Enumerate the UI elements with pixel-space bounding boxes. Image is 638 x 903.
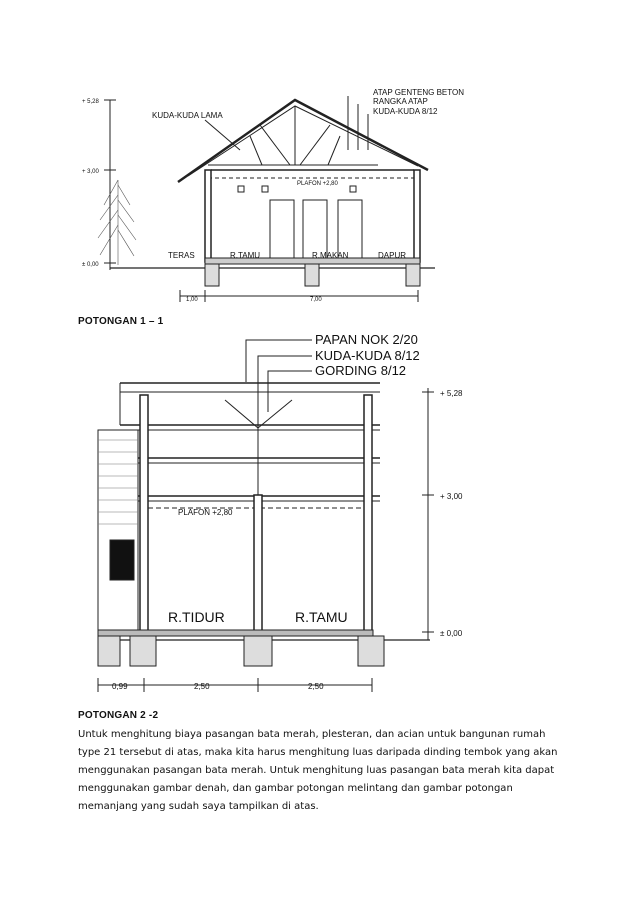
- label-dapur: DAPUR: [378, 251, 407, 260]
- level-base-2: ± 0,00: [440, 629, 463, 638]
- section-2-labels: [112, 332, 463, 691]
- tree-sketch: [98, 180, 136, 265]
- caption-potongan-2: POTONGAN 2 -2: [78, 710, 159, 721]
- section-1-drawing: [98, 96, 435, 302]
- dim-1-1: 1,00: [186, 297, 198, 303]
- section-2-drawing: [98, 340, 434, 692]
- label-tamu-1: R.TAMU: [230, 251, 261, 260]
- label-makan: R.MAKAN: [312, 251, 349, 260]
- dim-2-2: 2,50: [194, 682, 210, 691]
- label-plafon-2: PLAFON +2,80: [178, 508, 233, 517]
- label-kuda-lama: KUDA-KUDA LAMA: [152, 111, 223, 120]
- level-base-1: ± 0,00: [82, 262, 99, 268]
- level-mid-1: + 3,00: [82, 169, 99, 175]
- label-gording: GORDING 8/12: [315, 363, 407, 378]
- label-kuda-2: KUDA-KUDA 8/12: [315, 348, 420, 363]
- label-tamu-2: R.TAMU: [295, 609, 348, 625]
- level-top-2: + 5,28: [440, 389, 463, 398]
- caption-potongan-1: POTONGAN 1 – 1: [78, 316, 164, 327]
- label-rangka: RANGKA ATAP: [373, 97, 428, 106]
- level-mid-2: + 3,00: [440, 492, 463, 501]
- label-nok: PAPAN NOK 2/20: [315, 332, 418, 347]
- dim-2-3: 2,50: [308, 682, 324, 691]
- label-tidur: R.TIDUR: [168, 609, 225, 625]
- label-kuda: KUDA-KUDA 8/12: [373, 107, 438, 116]
- label-plafon-1: PLAFON +2,80: [297, 181, 338, 187]
- dim-1-2: 7,00: [310, 297, 322, 303]
- label-atap: ATAP GENTENG BETON: [373, 88, 464, 97]
- level-top-1: + 5,28: [82, 99, 99, 105]
- label-teras: TERAS: [168, 251, 195, 260]
- body-paragraph: Untuk menghitung biaya pasangan bata merah, plesteran, dan acian untuk bangunan rumah type 21 tersebut di atas, maka kita harus menghitung luas daripada dinding tembok yang akan menggunakan pasangan bata merah. Untuk menghitung luas pasangan bata merah kita dapat menggunakan gambar denah, dan gambar potongan melintang dan gambar potongan memanjang yang sudah saya tampilkan di atas.: [78, 729, 558, 812]
- dim-2-1: 0,99: [112, 682, 128, 691]
